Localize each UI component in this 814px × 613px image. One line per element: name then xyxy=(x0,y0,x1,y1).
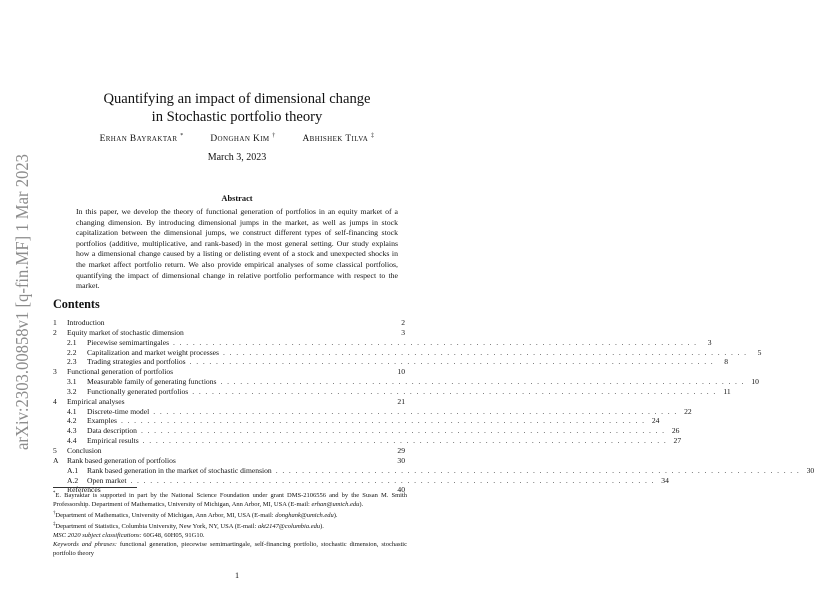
footnote-1 xyxy=(53,490,407,510)
toc-title: Capitalization and market weight processes xyxy=(87,347,220,357)
toc-title: Piecewise semimartingales xyxy=(87,337,170,347)
toc-title: Introduction xyxy=(67,318,105,327)
title-line-1: Quantifying an impact of dimensional change xyxy=(103,91,371,107)
toc-number: 2.3 xyxy=(67,357,77,367)
toc-title: Functional generation of portfolios xyxy=(67,367,174,377)
toc-subsection-row[interactable] xyxy=(53,377,759,387)
author-2 xyxy=(210,134,275,144)
keywords xyxy=(53,541,407,559)
toc-number: 1 xyxy=(53,318,57,327)
toc-number: 4.4 xyxy=(67,436,77,446)
toc-title: Measurable family of generating functions xyxy=(87,377,217,387)
toc-section-row[interactable] xyxy=(53,328,405,338)
toc-title: Functionally generated portfolios xyxy=(87,386,189,396)
toc-title: Empirical analyses xyxy=(67,396,125,406)
toc-section-row[interactable] xyxy=(53,446,405,456)
toc-title: Data description xyxy=(87,426,137,436)
toc-subsection-row[interactable] xyxy=(53,337,712,348)
paper-title xyxy=(60,90,414,126)
toc-page-number: 2 xyxy=(401,318,405,327)
keywords-text: functional generation, piecewise semimartingale, self-financing portfolio, stochastic dimension, stochastic portfolio theory xyxy=(53,541,407,557)
msc-label: MSC 2020 subject classifications: xyxy=(53,532,142,540)
toc-page-number: 10 xyxy=(397,367,405,377)
author-3 xyxy=(302,134,374,144)
footnote-2-email: donghank@umich.edu xyxy=(275,512,334,520)
toc-section-row[interactable] xyxy=(53,318,405,328)
abstract-text: In this paper, we develop the theory of functional generation of portfolios in an equity market of a changing dimension. By introducing dimensional jumps in the market, as well as jumps in stock capitalization between the dimensional jumps, we construct different types of self-financing stock portfolios (additive, multiplicative, and rank-based) in the most general setting. Our study explains how a dimensional change caused by a listing or delisting event of a stock and unexpected shocks in the market affect portfolio return. We also provide empirical analyses of some classical portfolios, quantifying the impact of dimensional change in relative portfolio performance with respect to the market. xyxy=(76,207,398,291)
footnote-1-end: ). xyxy=(359,501,364,509)
toc-subsection-row[interactable] xyxy=(53,386,731,397)
toc-title: Conclusion xyxy=(67,445,102,455)
toc-number: 4 xyxy=(53,396,57,406)
author-1 xyxy=(100,134,184,144)
footnote-3-text: Department of Statistics, Columbia University, New York, NY, USA (E-mail: xyxy=(55,523,258,531)
table-of-contents xyxy=(53,318,814,495)
footnote-3-end: ). xyxy=(320,523,324,531)
toc-page-number: 3 xyxy=(401,327,405,337)
toc-number: 4.2 xyxy=(67,416,77,426)
arxiv-stamp-text: arXiv:2303.00858v1 [q-fin.MF] 1 Mar 2023 xyxy=(12,138,32,450)
msc-text: 60G48, 60H05, 91G10. xyxy=(141,532,205,540)
toc-dot-leader: . . . . . . . . . . . . . . . . . . . . . . . . . . . . . . . . . . . . . . . . . . . . . . . . . . . . . . . . . . . . . . . . . . . . . . . . . . . . . . . . xyxy=(192,386,717,396)
toc-number: 3.1 xyxy=(67,377,77,387)
toc-subsection-row[interactable] xyxy=(53,436,682,446)
toc-page-number: 22 xyxy=(684,406,692,416)
toc-dot-leader: . . . . . . . . . . . . . . . . . . . . . . . . . . . . . . . . . . . . . . . . . . . . . . . . . . . . . . . . . . . . . . . . . . . . . . . . . . . . . . . . xyxy=(189,357,715,367)
toc-subsection-row[interactable] xyxy=(53,475,669,486)
footnote-3 xyxy=(53,521,407,532)
footnote-2-text: Department of Mathematics, University of Michigan, Ann Arbor, MI, USA (E-mail: xyxy=(55,512,276,520)
toc-page-number: 8 xyxy=(724,357,729,367)
msc-classification xyxy=(53,532,407,541)
paper-date: March 3, 2023 xyxy=(207,152,267,163)
toc-subsection-row[interactable] xyxy=(53,406,692,417)
toc-number: 5 xyxy=(53,445,57,455)
toc-title: Examples xyxy=(87,416,117,426)
contents-heading: Contents xyxy=(53,297,100,311)
toc-page-number: 30 xyxy=(806,465,814,475)
footnote-1-text: E. Bayraktar is supported in part by the National Science Foundation under grant DMS-2106556 and by the Susan M. Smith Professorship. Department of Mathematics, University of Michigan, Ann Arbor, MI, USA (E-mail: xyxy=(53,492,407,509)
toc-page-number: 21 xyxy=(397,396,405,406)
toc-page-number: 24 xyxy=(651,416,660,426)
toc-dot-leader: . . . . . . . . . . . . . . . . . . . . . . . . . . . . . . . . . . . . . . . . . . . . . . . . . . . . . . . . . . . . . . . . . . . . . . . . . . . . . . . . xyxy=(130,475,655,485)
author-2-mark: † xyxy=(272,133,276,139)
toc-number: A.2 xyxy=(67,475,79,485)
footnote-rule xyxy=(53,487,137,488)
toc-page-number: 10 xyxy=(751,377,759,387)
toc-dot-leader: . . . . . . . . . . . . . . . . . . . . . . . . . . . . . . . . . . . . . . . . . . . . . . . . . . . . . . . . . . . . . . . . . . . . . . . . . . . . . . . . xyxy=(223,347,748,357)
toc-subsection-row[interactable] xyxy=(53,357,729,367)
toc-subsection-row[interactable] xyxy=(53,426,680,436)
toc-dot-leader: . . . . . . . . . . . . . . . . . . . . . . . . . . . . . . . . . . . . . . . . . . . . . . . . . . . . . . . . . . . . . . . . . . . . . . . . . . . . . . . . xyxy=(140,426,666,436)
toc-title: Empirical results xyxy=(87,436,139,446)
title-line-2: in Stochastic portfolio theory xyxy=(151,109,323,125)
arxiv-stamp-svg xyxy=(6,138,36,450)
footnote-2-mark: † xyxy=(53,510,56,516)
toc-page-number: 29 xyxy=(397,445,405,455)
toc-title: Open market xyxy=(87,475,127,485)
toc-number: 3.2 xyxy=(67,386,77,396)
arxiv-identifier-stamp xyxy=(6,138,36,450)
toc-section-row[interactable] xyxy=(53,456,405,466)
toc-dot-leader: . . . . . . . . . . . . . . . . . . . . . . . . . . . . . . . . . . . . . . . . . . . . . . . . . . . . . . . . . . . . . . . . . . . . . . . . . . . . . . . . xyxy=(142,436,668,446)
footnote-2-end: ). xyxy=(333,512,338,520)
toc-number: 2 xyxy=(53,327,57,337)
footnote-1-mark: * xyxy=(53,491,56,496)
toc-title: Trading strategies and portfolios xyxy=(87,357,186,367)
toc-subsection-row[interactable] xyxy=(53,416,660,426)
toc-number: A xyxy=(53,455,59,465)
footnote-1-email: erhan@umich.edu xyxy=(311,501,360,509)
toc-dot-leader: . . . . . . . . . . . . . . . . . . . . . . . . . . . . . . . . . . . . . . . . . . . . . . . . . . . . . . . . . . . . . . . . . . . . . . . . . . . . . . . . xyxy=(153,406,678,416)
toc-dot-leader: . . . . . . . . . . . . . . . . . . . . . . . . . . . . . . . . . . . . . . . . . . . . . . . . . . . . . . . . . . . . . . . . . . . . . . . . . . . . . . . . xyxy=(275,465,801,475)
toc-page-number: 40 xyxy=(397,485,405,495)
toc-title: Equity market of stochastic dimension xyxy=(67,327,184,337)
toc-subsection-row[interactable] xyxy=(53,347,762,358)
toc-title: References xyxy=(67,485,101,495)
toc-section-row[interactable] xyxy=(53,367,405,377)
toc-section-row[interactable] xyxy=(53,397,405,407)
footnotes xyxy=(53,490,407,559)
toc-subsection-row[interactable] xyxy=(53,465,814,476)
footnote-3-email: akt2147@columbia.edu xyxy=(257,523,321,531)
author-1-name: Erhan Bayraktar xyxy=(99,134,178,145)
toc-dot-leader: . . . . . . . . . . . . . . . . . . . . . . . . . . . . . . . . . . . . . . . . . . . . . . . . . . . . . . . . . . . . . . . . . . . . . . . . . . . . . . . . xyxy=(173,337,698,347)
footnote-3-mark: ‡ xyxy=(53,522,56,528)
toc-number: 2.1 xyxy=(67,337,77,347)
toc-page-number: 27 xyxy=(673,436,682,446)
toc-page-number: 26 xyxy=(671,426,680,436)
author-3-name: Abhishek Tilva xyxy=(302,134,369,145)
toc-number: 2.2 xyxy=(67,347,77,357)
page-number: 1 xyxy=(234,571,240,580)
toc-dot-leader: . . . . . . . . . . . . . . . . . . . . . . . . . . . . . . . . . . . . . . . . . . . . . . . . . . . . . . . . . . . . . . . . . . . . . . . . . . . . . . . . xyxy=(220,377,745,387)
toc-page-number: 5 xyxy=(757,347,762,357)
toc-title: Discrete-time model xyxy=(87,406,150,416)
author-3-mark: ‡ xyxy=(370,133,375,139)
toc-number: 3 xyxy=(53,367,57,377)
toc-page-number: 3 xyxy=(707,337,712,347)
toc-title: Rank based generation in the market of stochastic dimension xyxy=(87,465,272,475)
footnote-2 xyxy=(53,510,407,521)
abstract-heading: Abstract xyxy=(221,194,253,203)
toc-page-number: 34 xyxy=(661,475,669,485)
toc-title: Rank based generation of portfolios xyxy=(67,455,176,465)
toc-page-number: 30 xyxy=(397,455,405,465)
author-2-name: Donghan Kim xyxy=(210,134,270,145)
toc-number: 4.3 xyxy=(67,426,77,436)
toc-page-number: 11 xyxy=(723,386,731,396)
author-list xyxy=(60,133,414,144)
toc-dot-leader: . . . . . . . . . . . . . . . . . . . . . . . . . . . . . . . . . . . . . . . . . . . . . . . . . . . . . . . . . . . . . . . . . . . . . . . . . . . . . . . . xyxy=(120,416,646,426)
toc-number: A.1 xyxy=(67,465,79,475)
keywords-label: Keywords and phrases: xyxy=(53,541,117,548)
author-1-mark: * xyxy=(180,133,184,139)
toc-number: 4.1 xyxy=(67,406,77,416)
